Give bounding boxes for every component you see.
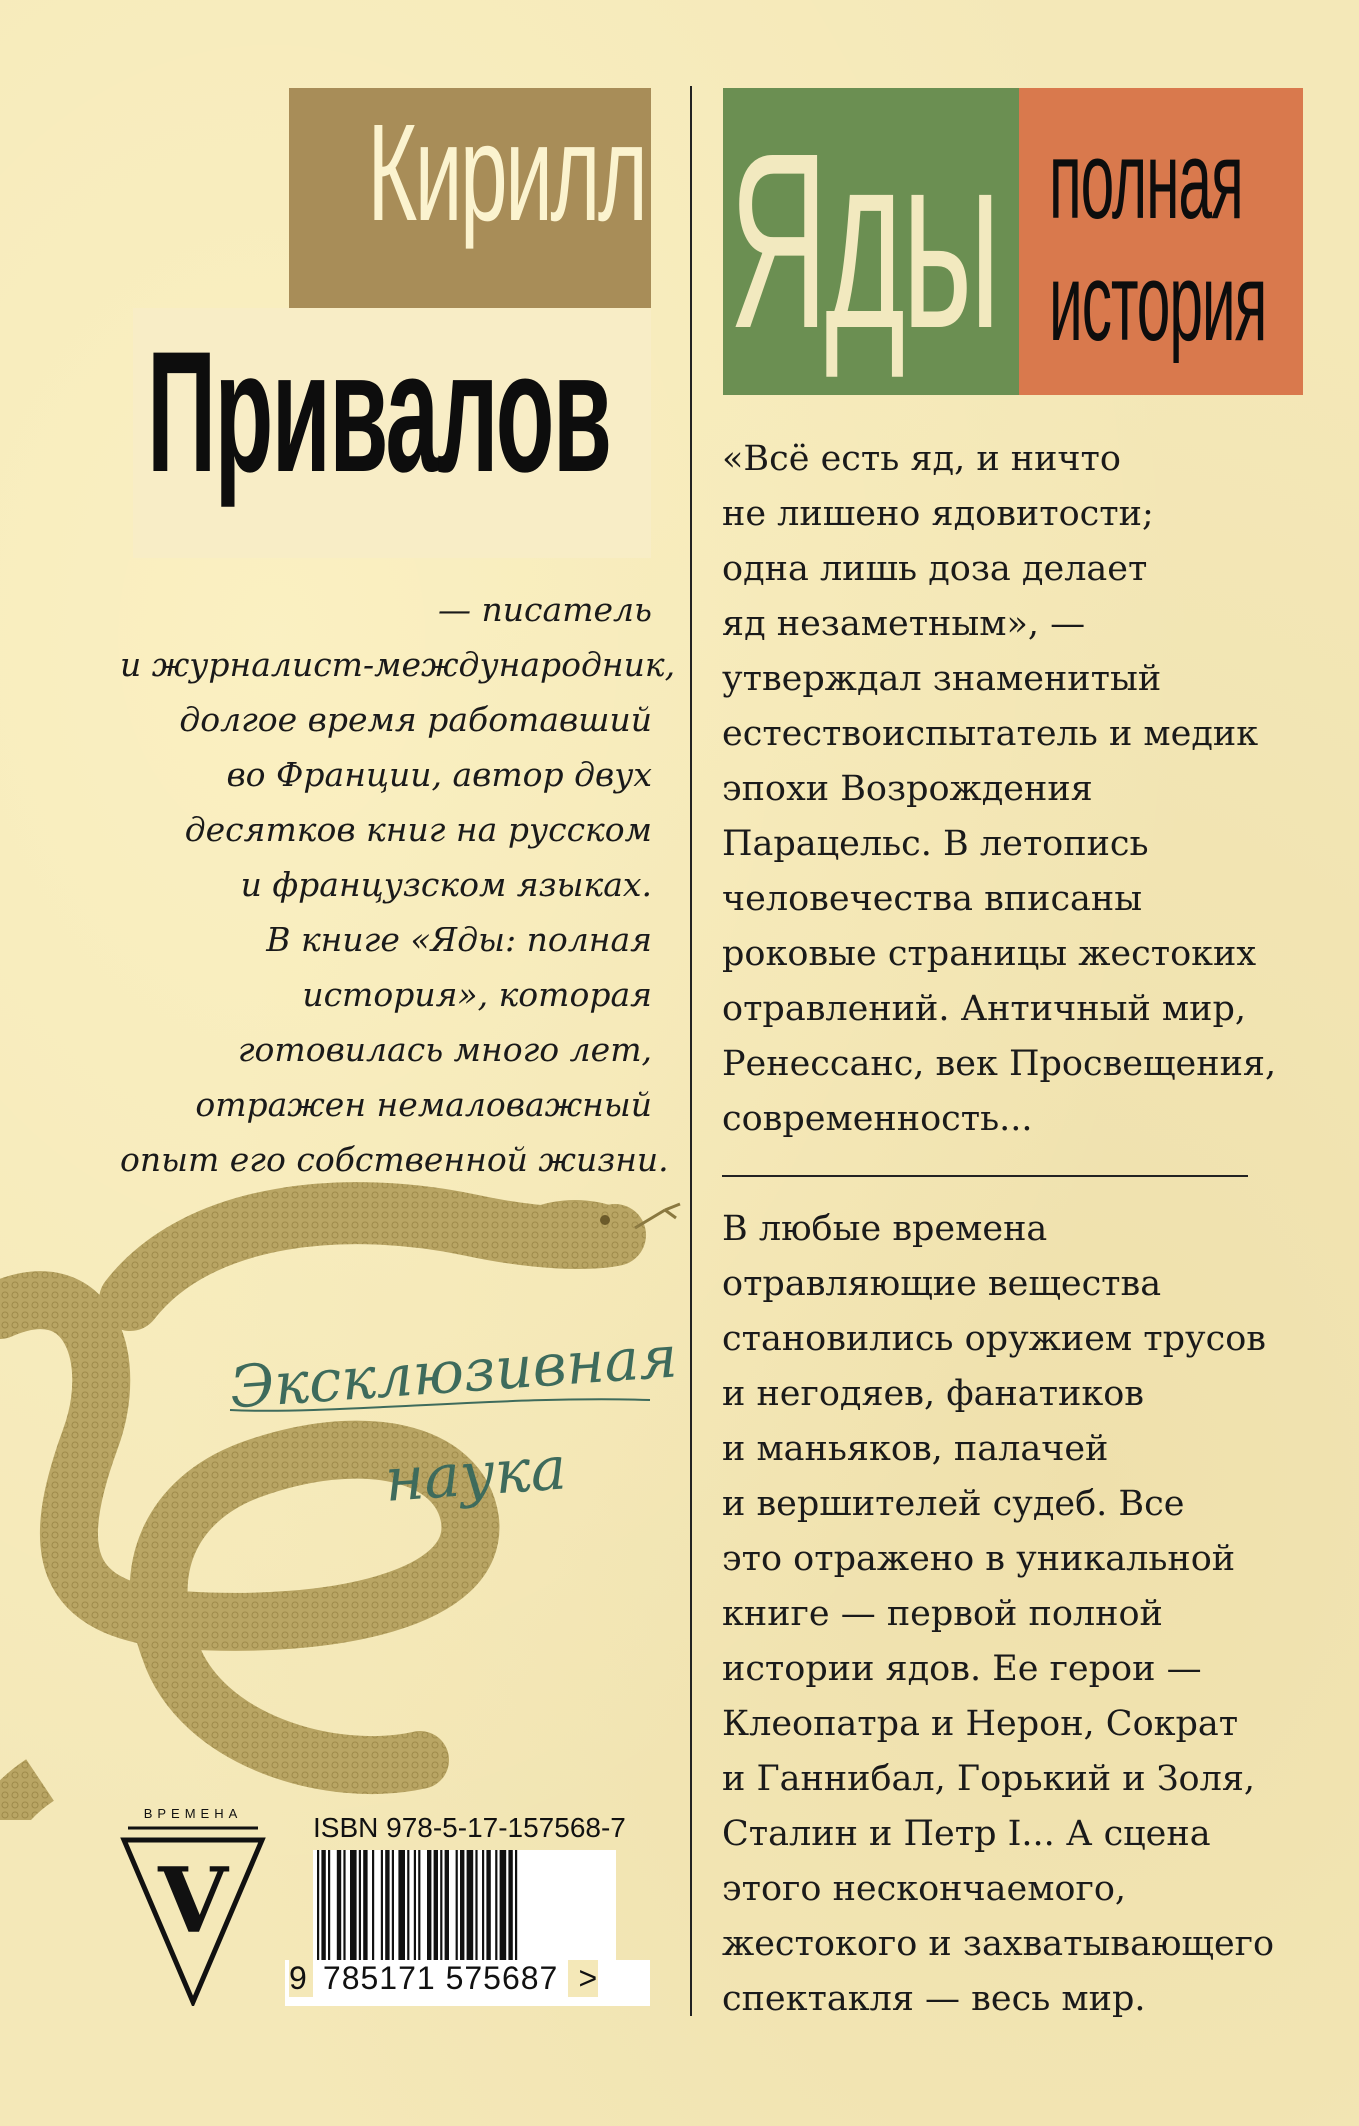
- barcode-bar: [508, 1850, 512, 1962]
- description-line: Сталин и Петр I... А сцена: [722, 1814, 1211, 1854]
- barcode-bar: [482, 1850, 484, 1962]
- barcode-bar: [328, 1850, 330, 1962]
- author-first-name: Кирилл: [367, 96, 645, 250]
- bio-line: долгое время работавший: [179, 700, 652, 739]
- barcode-bar: [381, 1850, 383, 1962]
- bio-line: история», которая: [302, 975, 652, 1014]
- publisher-logo: [118, 1806, 268, 2006]
- quote-line: эпохи Возрождения: [722, 769, 1093, 809]
- barcode-bar: [456, 1850, 458, 1962]
- barcode-bar: [434, 1850, 438, 1962]
- book-description: [722, 1202, 1274, 2027]
- description-line: и вершителей судеб. Все: [722, 1484, 1185, 1524]
- title-sub-block: [1019, 88, 1303, 395]
- description-line: это отражено в уникальной: [722, 1539, 1236, 1579]
- title-main-block: [723, 88, 1019, 395]
- description-line: этого нескончаемого,: [722, 1869, 1127, 1909]
- barcode-bar: [495, 1850, 497, 1962]
- description-line: становились оружием трусов: [722, 1319, 1267, 1359]
- barcode-bar: [398, 1850, 405, 1962]
- bio-line: и французском языках.: [240, 865, 652, 904]
- author-last-name: Привалов: [147, 316, 611, 508]
- description-line: Клеопатра и Нерон, Сократ: [722, 1704, 1239, 1744]
- quote-line: яд незаметным», —: [722, 604, 1086, 644]
- description-line: и маньяков, палачей: [722, 1429, 1109, 1469]
- barcode-bar: [414, 1850, 416, 1962]
- quote-line: современность...: [722, 1099, 1033, 1139]
- barcode-bar: [515, 1850, 517, 1962]
- bio-line: и журналист-международник,: [120, 645, 676, 684]
- paracelsus-quote: [722, 432, 1276, 1147]
- bio-line: В книге «Яды: полная: [266, 920, 652, 959]
- barcode-bar: [343, 1850, 345, 1962]
- quote-line: роковые страницы жестоких: [722, 934, 1257, 974]
- barcode-bar: [407, 1850, 409, 1962]
- barcode-bar: [372, 1850, 374, 1962]
- description-line: и негодяев, фанатиков: [722, 1374, 1144, 1414]
- barcode-number: 785171 575687: [322, 1960, 559, 1996]
- bio-line: готовилась много лет,: [237, 1030, 652, 1069]
- barcode-bar: [440, 1850, 442, 1962]
- horizontal-divider: [722, 1175, 1248, 1177]
- series-logo: [210, 1300, 680, 1530]
- quote-line: Ренессанс, век Просвещения,: [722, 1044, 1277, 1084]
- quote-line: не лишено ядовитости;: [722, 494, 1154, 534]
- description-line: отравляющие вещества: [722, 1264, 1162, 1304]
- description-line: книге — первой полной: [722, 1594, 1163, 1634]
- quote-line: естествоиспытатель и медик: [722, 714, 1259, 754]
- barcode-bar: [445, 1850, 449, 1962]
- series-line2: наука: [382, 1433, 569, 1516]
- quote-line: «Всё есть яд, и ничто: [722, 439, 1121, 479]
- barcode-bar: [385, 1850, 389, 1962]
- quote-line: одна лишь доза делает: [722, 549, 1148, 589]
- barcode-bar: [500, 1850, 507, 1962]
- barcode-bar: [418, 1850, 420, 1962]
- barcode-bar: [475, 1850, 477, 1962]
- bio-line: отражен немаловажный: [195, 1085, 652, 1124]
- barcode-bar: [337, 1850, 341, 1962]
- publisher-v-icon: [118, 1822, 268, 2006]
- author-first-name-block: [289, 88, 651, 308]
- isbn-label: ISBN 978-5-17-157568-7: [313, 1812, 626, 1843]
- description-line: В любые времена: [722, 1209, 1048, 1249]
- barcode-bar: [486, 1850, 490, 1962]
- barcode-bar: [392, 1850, 394, 1962]
- series-line1: Эксклюзивная: [227, 1322, 680, 1422]
- bio-line: опыт его собственной жизни.: [120, 1140, 669, 1179]
- bio-line: во Франции, автор двух: [226, 755, 652, 794]
- barcode-first-digit: 9: [289, 1960, 313, 1997]
- title-main: Яды: [729, 101, 998, 380]
- description-line: жестокого и захватывающего: [722, 1924, 1275, 1964]
- barcode-bar: [427, 1850, 431, 1962]
- author-last-name-block: [133, 308, 651, 558]
- publisher-name: ВРЕМЕНА: [143, 1806, 243, 1821]
- publisher-logo-letter: V: [158, 1848, 228, 1954]
- bio-line: — писатель: [438, 590, 652, 629]
- barcode-bar: [363, 1850, 367, 1962]
- quote-line: отравлений. Античный мир,: [722, 989, 1246, 1029]
- quote-line: Парацельс. В летопись: [722, 824, 1149, 864]
- barcode-digits: [285, 1960, 650, 2006]
- description-line: и Ганнибал, Горький и Золя,: [722, 1759, 1256, 1799]
- title-sub-line2: история: [1049, 241, 1267, 364]
- barcode-bar: [350, 1850, 357, 1962]
- title-sub-line1: полная: [1049, 119, 1243, 242]
- description-line: спектакля — весь мир.: [722, 1979, 1146, 2019]
- bio-line: десятков книг на русском: [184, 810, 652, 849]
- barcode-arrow: >: [568, 1960, 598, 1997]
- description-line: истории ядов. Ее герои —: [722, 1649, 1202, 1689]
- vertical-divider: [690, 86, 692, 2016]
- quote-line: утверждал знаменитый: [722, 659, 1162, 699]
- barcode-bar: [460, 1850, 464, 1962]
- author-bio: [120, 582, 676, 1187]
- quote-line: человечества вписаны: [722, 879, 1143, 919]
- barcode-bar: [359, 1850, 361, 1962]
